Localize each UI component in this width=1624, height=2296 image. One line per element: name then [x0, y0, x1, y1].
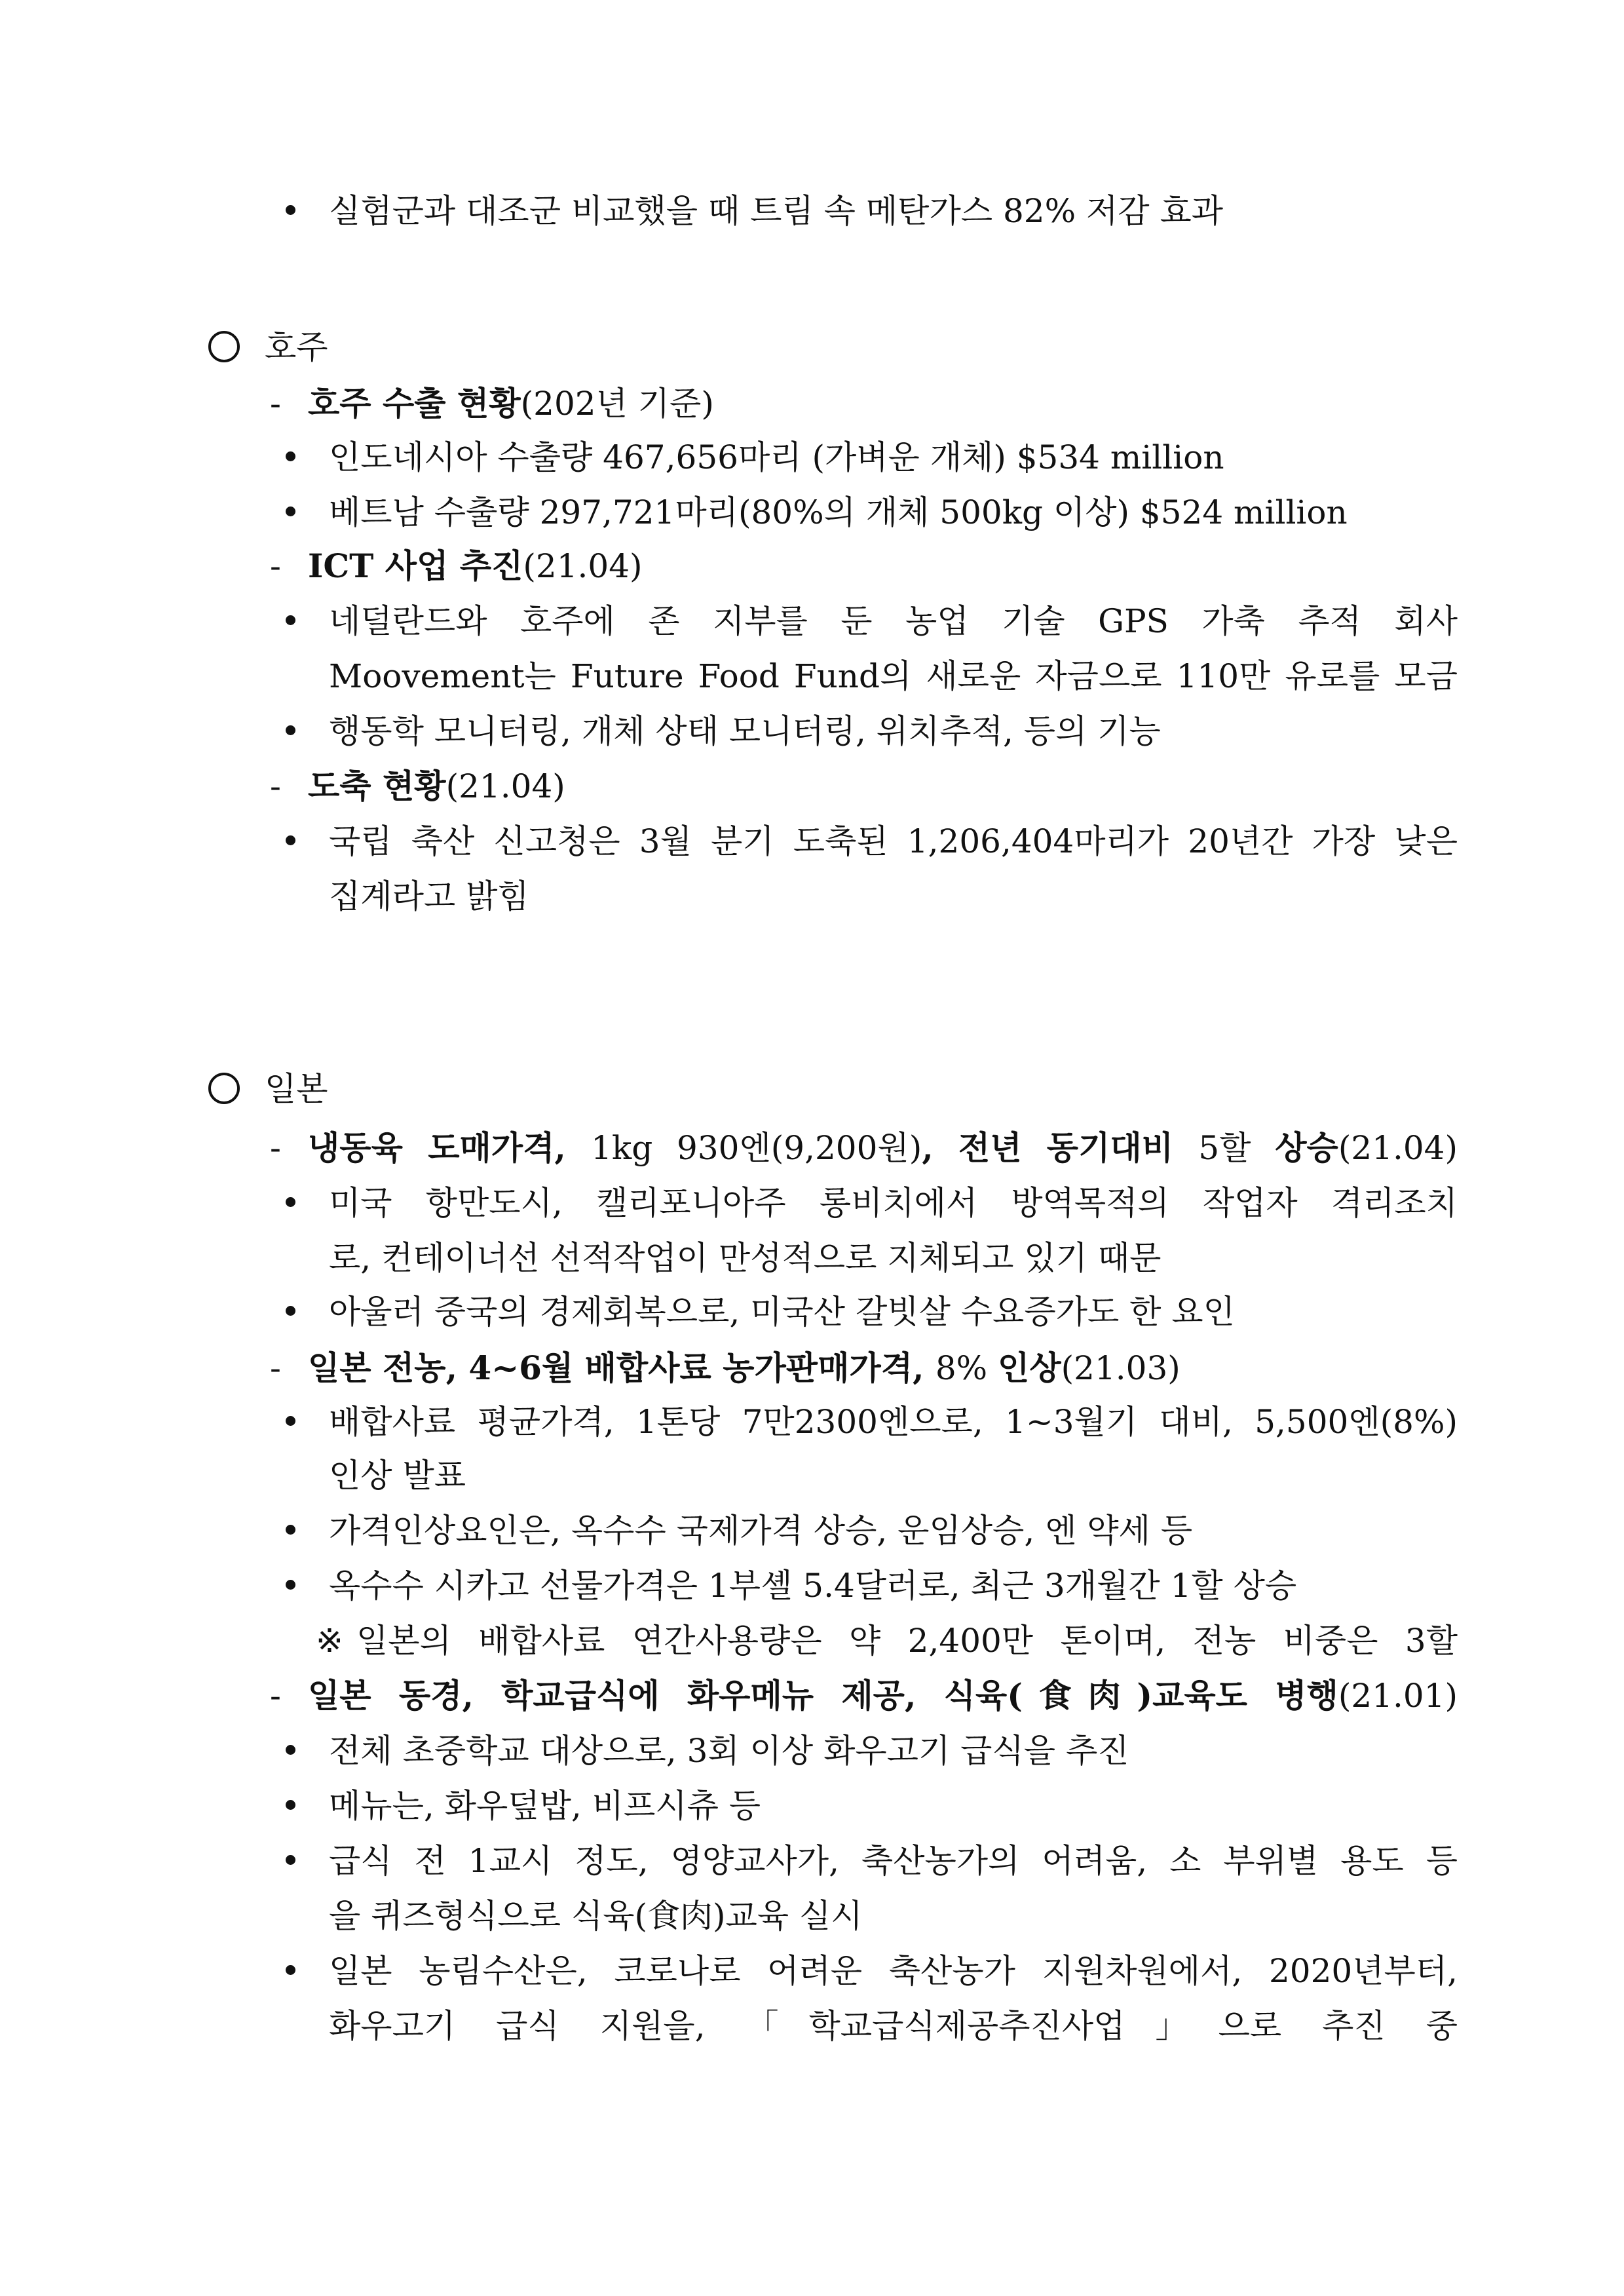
line-text: 인상: [998, 1349, 1061, 1387]
dash-marker: -: [270, 547, 281, 585]
line-text: 옥수수 시카고 선물가격은 1부셸 5.4달러로, 최근 3개월간 1할 상승: [329, 1567, 1297, 1605]
section-heading: [208, 328, 328, 368]
line-text: 일본의 배합사료 연간사용량은 약 2,400만 톤이며, 전농 비중은 3할: [356, 1622, 1458, 1660]
subheading-line: [270, 546, 643, 587]
dash-marker: -: [270, 1349, 281, 1387]
bullet-line: [282, 438, 1224, 478]
dash-marker: -: [270, 1677, 281, 1715]
line-text: 미국 항만도시, 캘리포니아주 롱비치에서 방역목적의 작업자 격리조치: [329, 1184, 1458, 1222]
line-text: 인도네시아 수출량 467,656마리 (가벼운 개체) $534 million: [329, 438, 1224, 476]
bullet-line: [329, 877, 529, 917]
line-text: (21.04): [445, 767, 565, 805]
bullet-line: [282, 822, 1458, 862]
reference-mark: ※: [316, 1622, 343, 1660]
subheading-line: [270, 1676, 1458, 1717]
line-text: 호주: [265, 328, 328, 366]
line-text: 집계라고 밝힘: [329, 877, 529, 915]
note-line: [316, 1621, 1458, 1662]
circle-bullet-icon: [208, 331, 240, 362]
bullet-line: [282, 1511, 1192, 1552]
line-text: 베트남 수출량 297,721마리(80%의 개체 500kg 이상) $524 million: [329, 493, 1348, 531]
bullet-line: [329, 2006, 1458, 2047]
line-text: 전체 초중학교 대상으로, 3회 이상 화우고기 급식을 추진: [329, 1732, 1129, 1770]
bullet-line: [282, 1566, 1296, 1607]
line-text: 상승: [1275, 1128, 1338, 1167]
line-text: (21.04): [523, 547, 643, 585]
line-text: 1kg 930엔(9,200원): [591, 1129, 922, 1167]
circle-bullet-icon: [208, 1073, 240, 1104]
line-text: (202년 기준): [520, 385, 714, 423]
section-heading: [208, 1069, 328, 1110]
bullet-line: [282, 191, 1223, 232]
line-text: 급식 전 1교시 정도, 영양교사가, 축산농가의 어려움, 소 부위별 용도 등: [329, 1842, 1458, 1880]
line-text: 인상 발표: [329, 1457, 466, 1495]
line-text: (21.01): [1338, 1677, 1458, 1715]
dash-marker: -: [270, 385, 281, 423]
line-text: ICT 사업 추진: [308, 546, 523, 585]
line-text: 5할: [1198, 1129, 1275, 1167]
line-text: , 전년 동기대비: [922, 1128, 1199, 1167]
bullet-line: [329, 1238, 1161, 1279]
bullet-line: [282, 493, 1348, 533]
line-text: 배합사료 평균가격, 1톤당 7만2300엔으로, 1~3월기 대비, 5,500엔(8%): [329, 1403, 1458, 1441]
dash-marker: -: [270, 767, 281, 805]
line-text: 호주 수출 현황: [308, 384, 521, 423]
bullet-line: [282, 1786, 761, 1827]
line-text: 네덜란드와 호주에 존 지부를 둔 농업 기술 GPS 가축 추적 회사: [329, 602, 1458, 640]
line-text: 일본 농림수산은, 코로나로 어려운 축산농가 지원차원에서, 2020년부터,: [329, 1952, 1458, 1990]
line-text: 일본: [265, 1070, 328, 1108]
line-text: 8%: [935, 1349, 998, 1387]
line-text: 국립 축산 신고청은 3월 분기 도축된 1,206,404마리가 20년간 가장 낮은: [329, 822, 1458, 860]
line-text: 을 퀴즈형식으로 식육(食肉)교육 실시: [329, 1897, 863, 1935]
bullet-line: [329, 657, 1458, 697]
line-text: 로, 컨테이너선 선적작업이 만성적으로 지체되고 있기 때문: [329, 1239, 1161, 1277]
line-text: (21.03): [1061, 1349, 1180, 1387]
line-text: 아울러 중국의 경제회복으로, 미국산 갈빗살 수요증가도 한 요인: [329, 1293, 1235, 1331]
bullet-line: [329, 1456, 466, 1497]
line-text: 실험군과 대조군 비교했을 때 트림 속 메탄가스 82% 저감 효과: [329, 192, 1224, 230]
line-text: 화우고기 급식 지원을, 「학교급식제공추진사업」으로 추진 중: [329, 2007, 1458, 2045]
bullet-line: [282, 1951, 1458, 1992]
bullet-line: [282, 1402, 1458, 1443]
line-text: 메뉴는, 화우덮밥, 비프시츄 등: [329, 1787, 761, 1825]
bullet-line: [282, 1292, 1235, 1333]
line-text: (21.04): [1338, 1129, 1458, 1167]
line-text: 가격인상요인은, 옥수수 국제가격 상승, 운임상승, 엔 약세 등: [329, 1512, 1193, 1550]
line-text: 행동학 모니터링, 개체 상태 모니터링, 위치추적, 등의 기능: [329, 712, 1161, 750]
bullet-line: [282, 602, 1458, 642]
line-text: 도축 현황: [308, 767, 446, 805]
bullet-line: [282, 1731, 1129, 1772]
line-text: Moovement는 Future Food Fund의 새로운 자금으로 110만 유로를 모금: [329, 657, 1458, 695]
bullet-line: [282, 1841, 1458, 1882]
bullet-line: [329, 1896, 863, 1937]
subheading-line: [270, 384, 714, 425]
bullet-line: [282, 1183, 1458, 1224]
dash-marker: -: [270, 1129, 281, 1167]
bullet-line: [282, 712, 1161, 752]
subheading-line: [270, 1128, 1458, 1169]
subheading-line: [270, 1349, 1180, 1389]
subheading-line: [270, 767, 565, 807]
line-text: 일본 동경, 학교급식에 화우메뉴 제공, 식육(食肉)교육도 병행: [308, 1676, 1338, 1715]
line-text: 냉동육 도매가격,: [308, 1128, 592, 1167]
line-text: 일본 전농, 4~6월 배합사료 농가판매가격,: [308, 1349, 935, 1387]
